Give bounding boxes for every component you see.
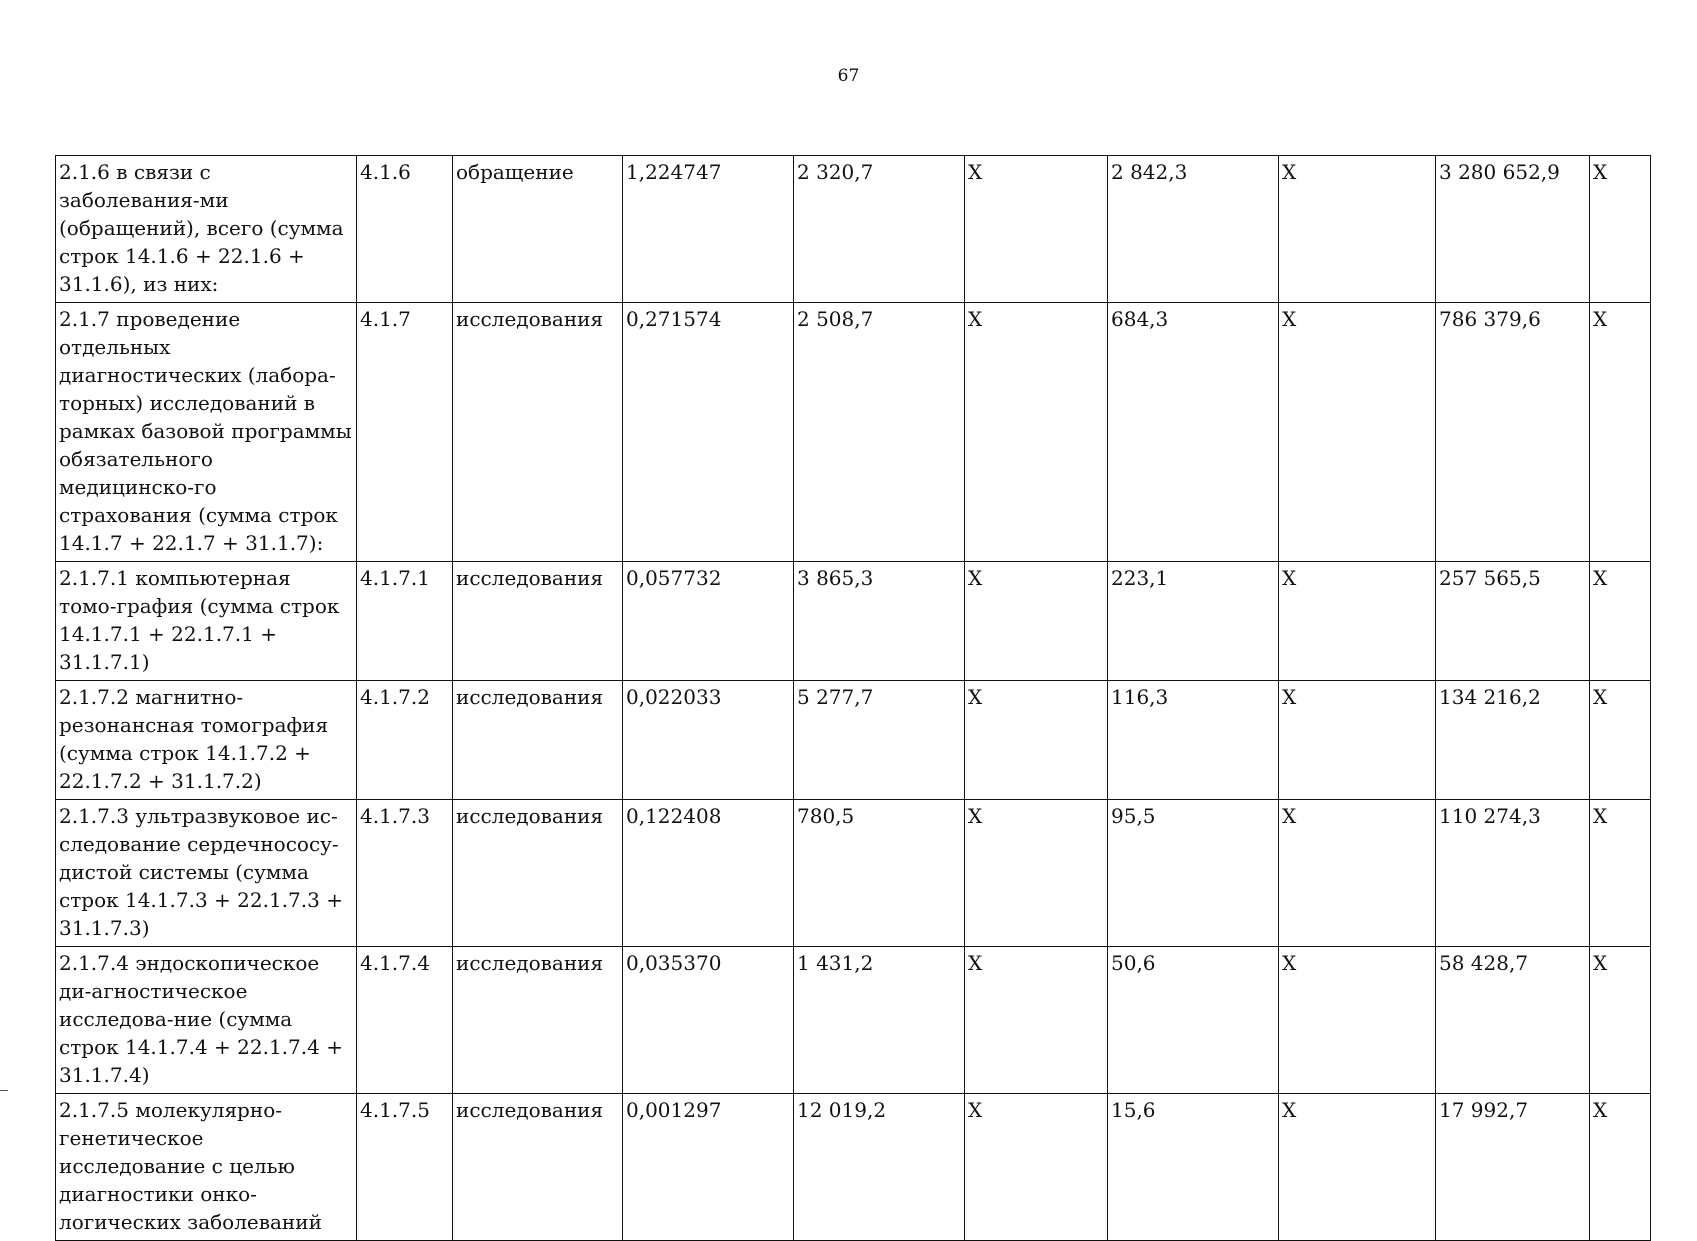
row-value-5: 3 865,3 bbox=[794, 562, 965, 681]
row-value-4: 1,224747 bbox=[623, 156, 794, 303]
row-value-6: X bbox=[965, 1094, 1108, 1241]
row-value-9: 3 280 652,9 bbox=[1436, 156, 1590, 303]
row-value-10: X bbox=[1590, 800, 1651, 947]
table-row bbox=[56, 303, 1651, 562]
row-unit: исследования bbox=[453, 1094, 623, 1241]
row-value-5: 5 277,7 bbox=[794, 681, 965, 800]
row-value-6: X bbox=[965, 681, 1108, 800]
row-code: 4.1.7.5 bbox=[357, 1094, 453, 1241]
row-unit: исследования bbox=[453, 947, 623, 1094]
row-unit: исследования bbox=[453, 303, 623, 562]
row-value-10: X bbox=[1590, 1094, 1651, 1241]
row-unit: исследования bbox=[453, 681, 623, 800]
row-value-5: 12 019,2 bbox=[794, 1094, 965, 1241]
row-value-9: 58 428,7 bbox=[1436, 947, 1590, 1094]
row-description: 2.1.7.5 молекулярно-генетическое исследование с целью диагностики онко-логических заболеваний bbox=[56, 1094, 357, 1241]
row-value-4: 0,057732 bbox=[623, 562, 794, 681]
row-value-10: X bbox=[1590, 156, 1651, 303]
row-description: 2.1.7.1 компьютерная томо-графия (сумма строк 14.1.7.1 + 22.1.7.1 + 31.1.7.1) bbox=[56, 562, 357, 681]
row-description: 2.1.6 в связи с заболевания-ми (обращений), всего (сумма строк 14.1.6 + 22.1.6 + 31.1.6), из них: bbox=[56, 156, 357, 303]
table-row bbox=[56, 156, 1651, 303]
row-value-4: 0,122408 bbox=[623, 800, 794, 947]
row-value-7: 684,3 bbox=[1108, 303, 1279, 562]
row-value-10: X bbox=[1590, 562, 1651, 681]
row-value-9: 786 379,6 bbox=[1436, 303, 1590, 562]
row-value-8: X bbox=[1279, 303, 1436, 562]
data-table bbox=[55, 155, 1651, 1241]
row-value-8: X bbox=[1279, 562, 1436, 681]
row-value-9: 134 216,2 bbox=[1436, 681, 1590, 800]
row-unit: исследования bbox=[453, 562, 623, 681]
row-value-8: X bbox=[1279, 681, 1436, 800]
row-value-6: X bbox=[965, 562, 1108, 681]
row-value-7: 223,1 bbox=[1108, 562, 1279, 681]
row-value-6: X bbox=[965, 947, 1108, 1094]
table-row bbox=[56, 562, 1651, 681]
row-value-8: X bbox=[1279, 1094, 1436, 1241]
row-unit: исследования bbox=[453, 800, 623, 947]
row-value-10: X bbox=[1590, 947, 1651, 1094]
row-value-8: X bbox=[1279, 800, 1436, 947]
scan-mark bbox=[0, 1090, 8, 1091]
row-value-5: 2 508,7 bbox=[794, 303, 965, 562]
row-description: 2.1.7.3 ультразвуковое ис-следование сердечнососу-дистой системы (сумма строк 14.1.7.3 + 22.1.7.3 + 31.1.7.3) bbox=[56, 800, 357, 947]
row-value-7: 116,3 bbox=[1108, 681, 1279, 800]
row-value-4: 0,022033 bbox=[623, 681, 794, 800]
page-number: 67 bbox=[837, 66, 860, 86]
row-unit: обращение bbox=[453, 156, 623, 303]
row-value-10: X bbox=[1590, 681, 1651, 800]
row-value-4: 0,271574 bbox=[623, 303, 794, 562]
table-row bbox=[56, 1094, 1651, 1241]
row-code: 4.1.7.4 bbox=[357, 947, 453, 1094]
row-description: 2.1.7.2 магнитно-резонансная томография (сумма строк 14.1.7.2 + 22.1.7.2 + 31.1.7.2) bbox=[56, 681, 357, 800]
row-value-9: 257 565,5 bbox=[1436, 562, 1590, 681]
row-value-9: 110 274,3 bbox=[1436, 800, 1590, 947]
row-description: 2.1.7.4 эндоскопическое ди-агностическое исследова-ние (сумма строк 14.1.7.4 + 22.1.7.4 + 31.1.7.4) bbox=[56, 947, 357, 1094]
row-code: 4.1.7.1 bbox=[357, 562, 453, 681]
row-code: 4.1.7.3 bbox=[357, 800, 453, 947]
table-row bbox=[56, 681, 1651, 800]
row-value-7: 50,6 bbox=[1108, 947, 1279, 1094]
row-value-10: X bbox=[1590, 303, 1651, 562]
row-value-5: 1 431,2 bbox=[794, 947, 965, 1094]
table-row bbox=[56, 800, 1651, 947]
row-value-7: 2 842,3 bbox=[1108, 156, 1279, 303]
row-value-9: 17 992,7 bbox=[1436, 1094, 1590, 1241]
row-description: 2.1.7 проведение отдельных диагностических (лабора-торных) исследований в рамках базовой программы обязательного медицинско-го страхования (сумма строк 14.1.7 + 22.1.7 + 31.1.7): bbox=[56, 303, 357, 562]
table-row bbox=[56, 947, 1651, 1094]
row-value-8: X bbox=[1279, 947, 1436, 1094]
row-value-7: 95,5 bbox=[1108, 800, 1279, 947]
row-value-8: X bbox=[1279, 156, 1436, 303]
row-code: 4.1.7 bbox=[357, 303, 453, 562]
row-value-6: X bbox=[965, 303, 1108, 562]
row-code: 4.1.6 bbox=[357, 156, 453, 303]
row-value-6: X bbox=[965, 800, 1108, 947]
row-value-4: 0,001297 bbox=[623, 1094, 794, 1241]
row-value-7: 15,6 bbox=[1108, 1094, 1279, 1241]
row-code: 4.1.7.2 bbox=[357, 681, 453, 800]
row-value-4: 0,035370 bbox=[623, 947, 794, 1094]
row-value-6: X bbox=[965, 156, 1108, 303]
row-value-5: 2 320,7 bbox=[794, 156, 965, 303]
row-value-5: 780,5 bbox=[794, 800, 965, 947]
